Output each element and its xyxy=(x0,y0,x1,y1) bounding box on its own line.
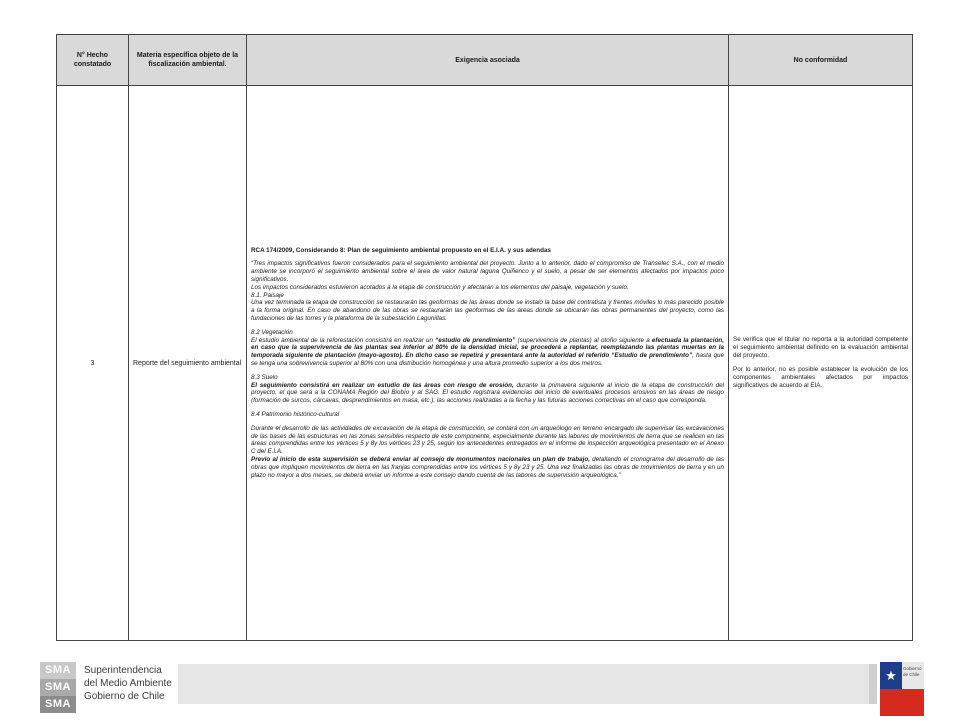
footer xyxy=(0,650,960,720)
logo-row-3: SMA xyxy=(40,696,76,713)
section-8-4-text-2 xyxy=(251,456,724,479)
gobierno-de-chile-logo xyxy=(880,662,924,716)
section-8-2-text xyxy=(251,337,724,368)
cell-hecho-number: 3 xyxy=(57,86,129,641)
s82-part-f: autoridad el referido “Estudio de prendimiento” xyxy=(547,352,693,360)
inspection-table xyxy=(56,34,913,641)
star-icon: ★ xyxy=(885,668,897,683)
header-exigencia: Exigencia asociada xyxy=(247,35,729,86)
header-hecho: N° Hecho constatado xyxy=(57,35,129,86)
s84-part-c: detallando el cronograma del desarrollo de las obras que impliquen movimientos de tierra en las franjas comprendidas entre los vértices 5 y 8y 23 y 25. Una vez finalizadas las obras de movimientos de tierra y en un plazo no mayor a dos meses, se deberá enviar un informe a este consejo dando cuenta de las labores de supervisión arqueológica.” xyxy=(251,455,725,479)
table-header-row xyxy=(57,35,913,86)
exigencia-intro-2: Los impactos considerados estuvieron acotados a la etapa de construcción y afectarán a los elementos del paisaje, vegetación y suelo. xyxy=(251,283,629,291)
organization-name xyxy=(84,664,172,703)
logo-row-1: SMA xyxy=(40,662,76,679)
no-conformidad-p1: Se verifica que el titular no reporta a la autoridad competente el seguimiento ambiental definido en la evaluación ambiental del proyecto. xyxy=(733,336,908,359)
no-conformidad-p2: Por lo anterior, no es posible establecer la evolución de los componentes ambientales afectados por impactos significativos de acuerdo al EIA. xyxy=(733,366,908,389)
s82-part-b: “estudio de prendimiento” xyxy=(435,336,516,344)
gob-text xyxy=(903,666,922,677)
footer-band-edge xyxy=(869,664,877,704)
section-8-4-title: 8.4 Patrimonio histórico-cultural xyxy=(251,410,340,418)
s82-part-g: , hasta que se tenga una sobrevivencia superior al 80% con una distribución homogénea y una altura promedio superior a los dos metros. xyxy=(251,352,725,367)
section-8-1-text: Una vez terminada la etapa de construcción se restaurarán las geoformas de las áreas donde se instaló la base del contratista y frentes móviles lo más parecido posible a la forma original. En caso de abandono de las obras se restaurarán las geoformas de las áreas donde se ubicarán las obras permanentes del proyecto, como las fundaciones de las torres y la plataforma de la subestación Lagunillas. xyxy=(251,299,724,323)
cell-materia: Reporte del seguimiento ambiental xyxy=(129,86,247,641)
gob-text-1: Gobierno xyxy=(903,666,922,671)
s84-part-b: Previo al inicio de esta supervisión se deberá enviar al consejo de monumentos nacionales un plan de trabajo, xyxy=(251,455,590,463)
exigencia-heading: RCA 174/2009, Considerando 8: Plan de seguimiento ambiental propuesto en el E.I.A. y sus adendas xyxy=(251,246,551,254)
org-line-3: Gobierno de Chile xyxy=(84,691,165,702)
table-row xyxy=(57,86,913,641)
s82-part-c: (supervivencia de plantas) al otoño siguiente a xyxy=(517,336,650,344)
exigencia-intro: “Tres impactos significativos fueron considerados para el seguimiento ambiental del proyecto. Junto a lo anterior, dado el compromiso de Transelec S.A., con el medio ambiente se incorporó el seguimiento ambiental sobre el área de valor natural laguna Quiñenco y el suelo, a pesar de ser elementos afectados por impactos poco significativos. xyxy=(251,260,724,284)
org-line-2: del Medio Ambiente xyxy=(84,678,172,689)
gob-text-2: de Chile xyxy=(903,671,920,677)
section-8-1-title: 8.1. Paisaje xyxy=(251,291,284,299)
logo-row-2: SMA xyxy=(40,679,76,696)
cell-exigencia xyxy=(247,86,729,641)
section-8-2-title: 8.2 Vegetación xyxy=(251,328,293,336)
s82-part-d: efectuada la plantación, en caso que la supervivencia de las plantas sea inferior al 80% de la densidad inicial, se procederá a replantar, xyxy=(251,336,725,352)
section-8-4-text: Durante el desarrollo de las actividades de excavación de la etapa de construcción, se contará con un arqueólogo en terreno encargado de supervisar las excavaciones de las bases de las estructuras en las zonas sensibles respecto de este componente, especialmente durante las labores de movimientos de tierra que se realicen en las áreas comprendidas entre los vértices 5 y 8y los vértices 23 y 25, según los antecedentes entregados en el informe de inspección arqueológica presentado en el Anexo C del E.I.A. xyxy=(251,424,724,456)
s83-part-a: El seguimiento consistirá en realizar un estudio de las áreas con riesgo de erosión, xyxy=(251,381,514,389)
header-no-conformidad: No conformidad xyxy=(729,35,913,86)
footer-band xyxy=(178,664,869,704)
header-materia: Materia específica objeto de la fiscalización ambiental. xyxy=(129,35,247,86)
s82-part-e: reemplazando las plantas muertas en la temporada siguiente de plantación (mayo-agosto). En dicho caso se repetirá y presentará ante la xyxy=(251,344,725,360)
flag-red-block xyxy=(880,689,924,716)
sma-logo xyxy=(40,662,76,714)
cell-no-conformidad xyxy=(729,86,913,641)
s83-part-b: durante la primavera siguiente al inicio de la etapa de construcción del proyecto, el que será a la CONAMA Región del Biobío y al SAG. El estudio registrará evidencias del inicio de eventuales procesos erosivos en las áreas de riesgo (formación de surcos, cárcavas, desprendimientos en masa, etc.); las acciones realizadas a la fecha y las futuras acciones correctivas en el caso que corresponda. xyxy=(251,381,724,405)
org-line-1: Superintendencia xyxy=(84,665,162,676)
section-8-3-title: 8.3 Suelo xyxy=(251,373,278,381)
s82-part-a: El estudio ambiental de la reforestación consistirá en realizar un xyxy=(251,336,434,344)
section-8-3-text xyxy=(251,382,724,405)
